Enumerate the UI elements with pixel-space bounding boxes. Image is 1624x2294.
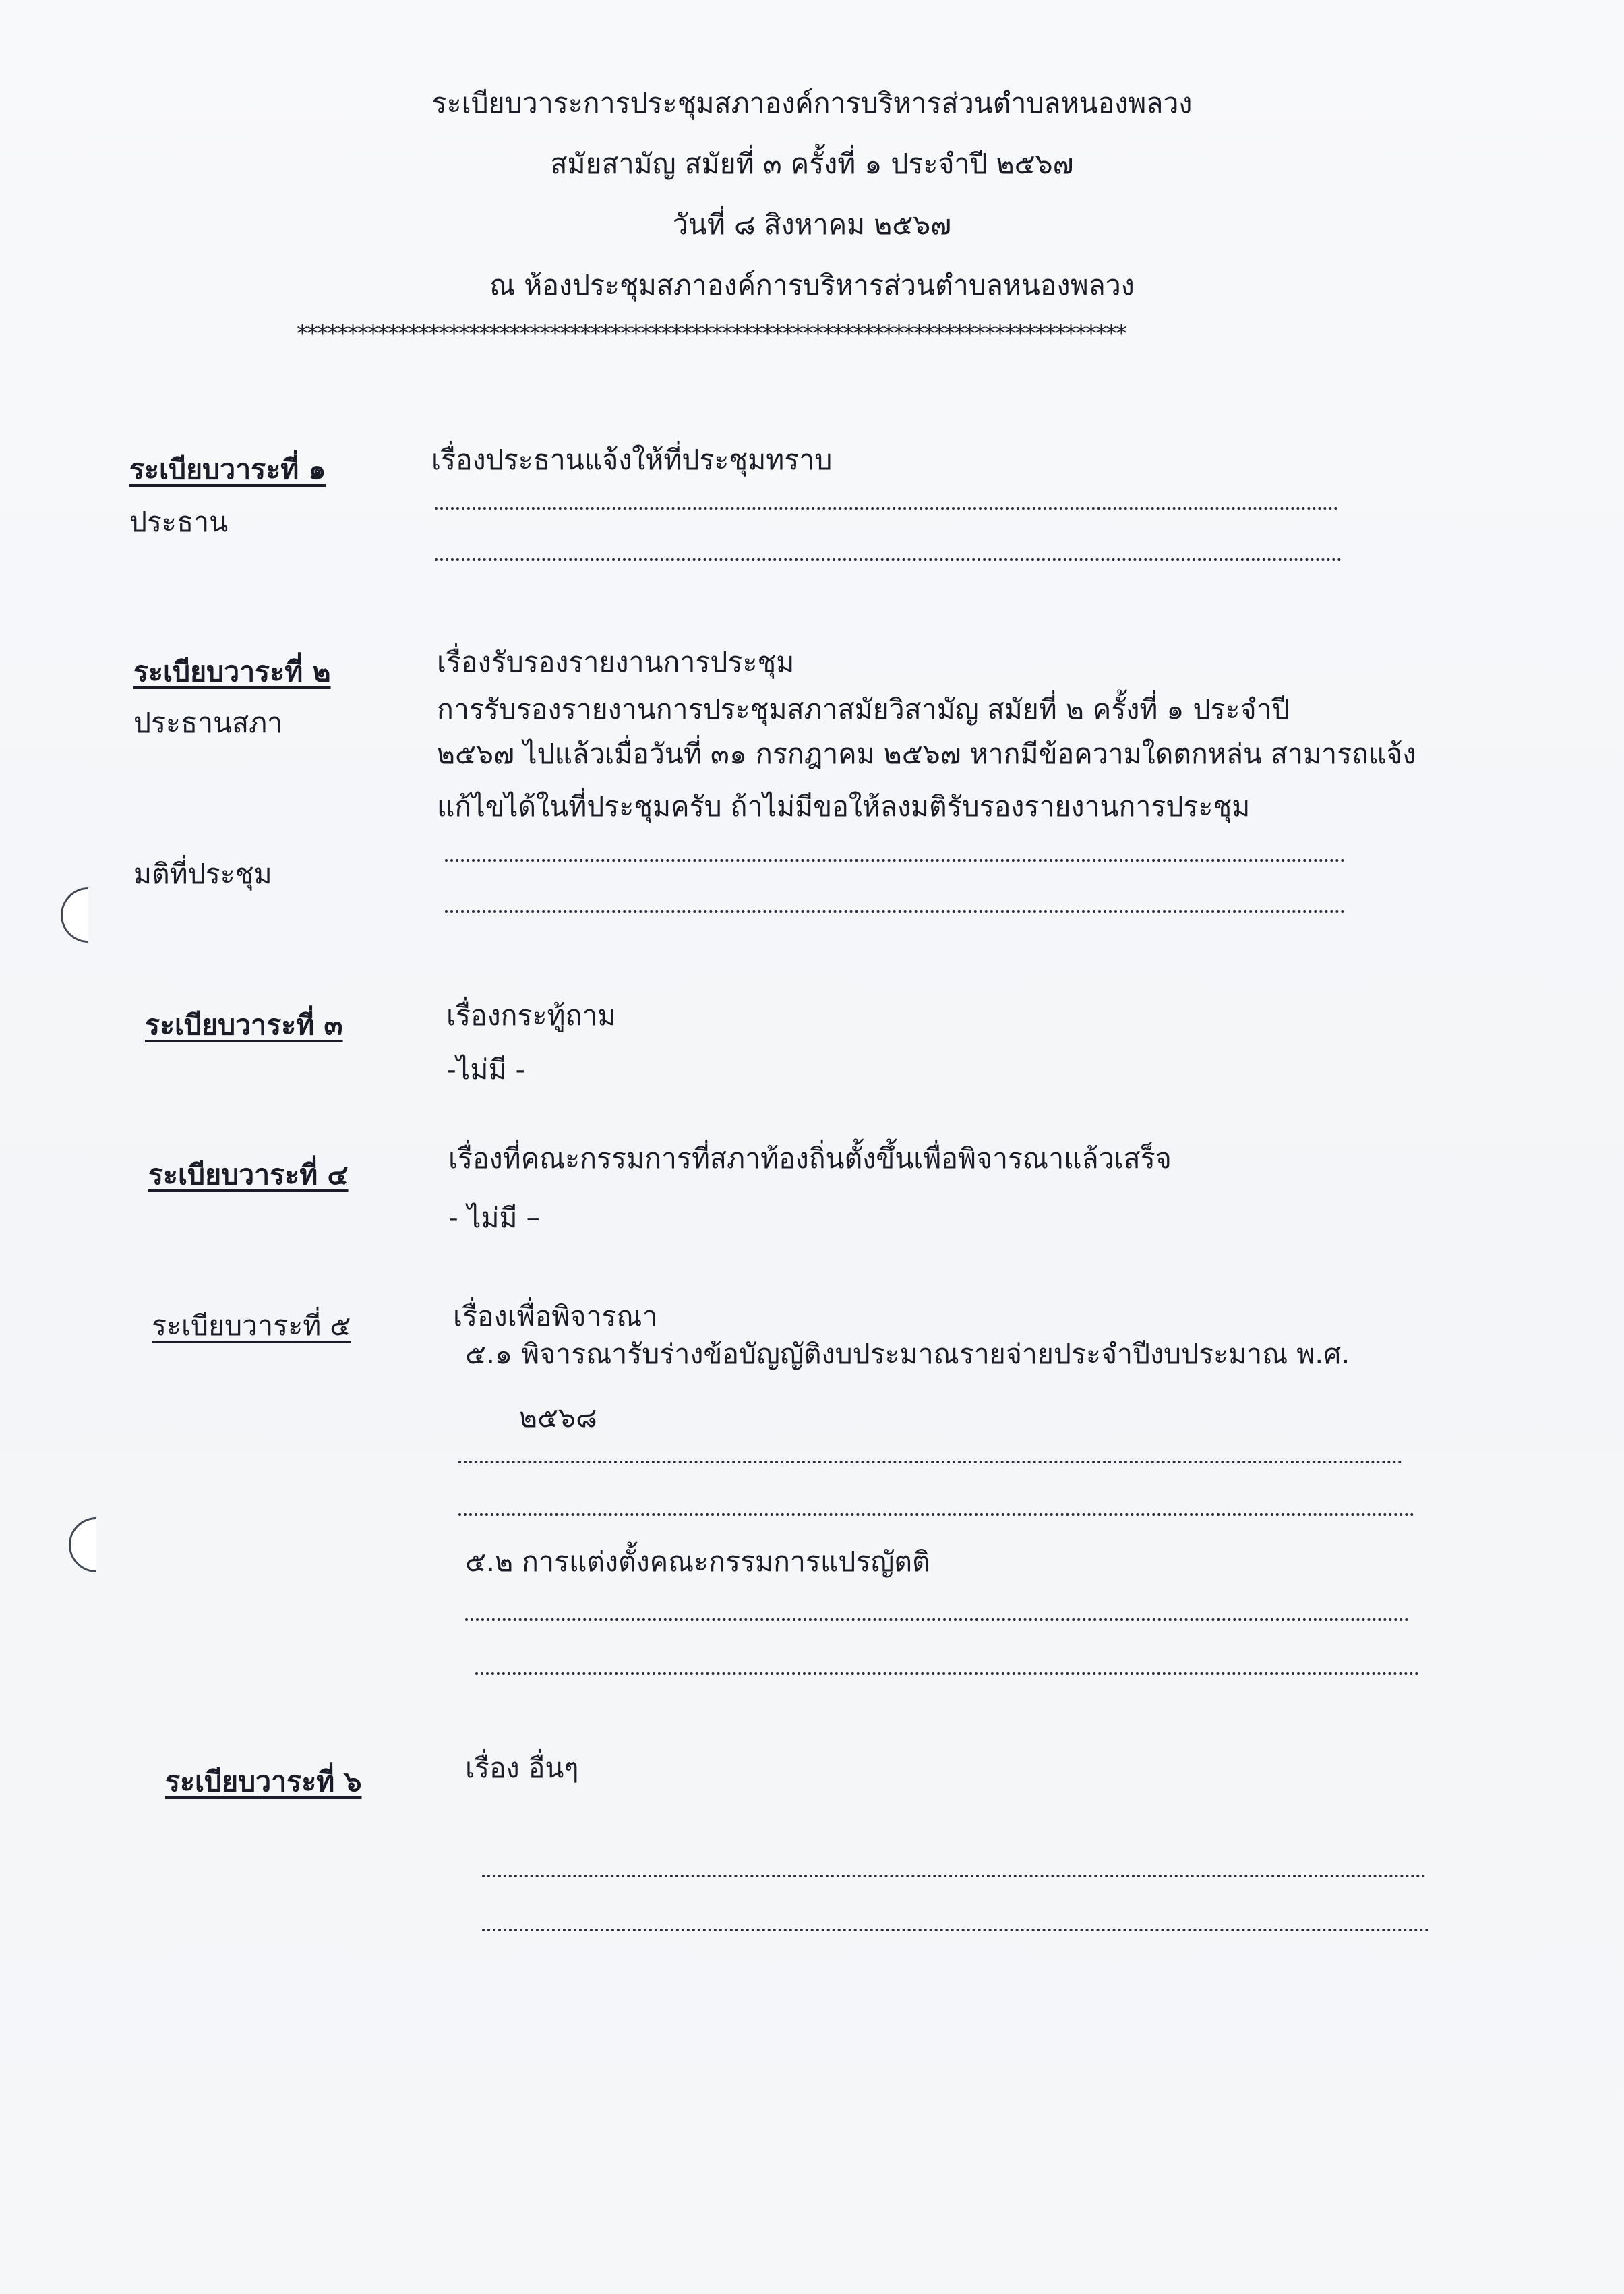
agenda-1-side: ประธาน — [129, 506, 229, 538]
agenda-6-title: เรื่อง อื่นๆ — [465, 1752, 579, 1784]
punch-hole-upper — [61, 887, 116, 943]
punch-hole-lower — [69, 1517, 124, 1572]
header-date: วันที่ ๘ สิงหาคม ๒๕๖๗ — [672, 208, 952, 241]
agenda-2-body-line-1: การรับรองรายงานการประชุมสภาสมัยวิสามัญ สมัยที่ ๒ ครั้งที่ ๑ ประจำปี — [437, 693, 1290, 726]
agenda-2-dotted-line-2 — [445, 908, 1345, 913]
agenda-6-dotted-line-2 — [482, 1926, 1429, 1931]
agenda-2-body-line-3: แก้ไขได้ในที่ประชุมครับ ถ้าไม่มีขอให้ลงมติรับรองรายงานการประชุม — [437, 790, 1251, 823]
header-venue: ณ ห้องประชุมสภาองค์การบริหารส่วนตำบลหนองพลวง — [489, 269, 1135, 301]
agenda-3-title: เรื่องกระทู้ถาม — [446, 999, 616, 1032]
agenda-5-dotted-line-1 — [458, 1458, 1402, 1463]
header-session: สมัยสามัญ สมัยที่ ๓ ครั้งที่ ๑ ประจำปี ๒๕๖๗ — [550, 148, 1074, 180]
agenda-1-dotted-line-1 — [435, 504, 1338, 510]
agenda-6-label: ระเบียบวาระที่ ๖ — [165, 1765, 362, 1798]
agenda-1-dotted-line-2 — [435, 556, 1342, 561]
agenda-4-label: ระเบียบวาระที่ ๔ — [148, 1158, 349, 1191]
agenda-5-label: ระเบียบวาระที่ ๕ — [152, 1310, 351, 1342]
document-header — [0, 73, 1624, 316]
agenda-1-title: เรื่องประธานแจ้งให้ที่ประชุมทราบ — [431, 444, 833, 476]
agenda-5-item-1-year: ๒๕๖๘ — [519, 1401, 597, 1434]
agenda-2-title: เรื่องรับรองรายงานการประชุม — [437, 646, 795, 678]
agenda-2-resolution-label: มติที่ประชุม — [133, 858, 272, 890]
agenda-5-dotted-line-2 — [458, 1510, 1414, 1516]
agenda-5-dotted-line-3 — [465, 1616, 1409, 1621]
agenda-5-item-2: ๕.๒ การแต่งตั้งคณะกรรมการแปรญัตติ — [465, 1546, 930, 1578]
agenda-4-title: เรื่องที่คณะกรรมการที่สภาท้องถิ่นตั้งขึ้นเพื่อพิจารณาแล้วเสร็จ — [448, 1142, 1172, 1175]
agenda-3-label: ระเบียบวาระที่ ๓ — [145, 1009, 343, 1041]
agenda-2-side: ประธานสภา — [133, 707, 283, 739]
separator-stars: ********************************************************************************** — [297, 324, 1126, 344]
agenda-5-dotted-line-4 — [475, 1670, 1419, 1675]
agenda-6-dotted-line-1 — [482, 1872, 1426, 1877]
agenda-1-label: ระเบียบวาระที่ ๑ — [129, 453, 326, 486]
agenda-2-label: ระเบียบวาระที่ ๒ — [133, 655, 331, 688]
agenda-2-body-line-2: ๒๕๖๗ ไปแล้วเมื่อวันที่ ๓๑ กรกฎาคม ๒๕๖๗ หากมีข้อความใดตกหล่น สามารถแจ้ง — [437, 738, 1416, 770]
agenda-2-dotted-line-1 — [445, 856, 1345, 862]
agenda-5-title: เรื่องเพื่อพิจารณา — [453, 1300, 658, 1332]
agenda-4-note: - ไม่มี – — [448, 1202, 541, 1234]
header-title: ระเบียบวาระการประชุมสภาองค์การบริหารส่วนตำบลหนองพลวง — [431, 87, 1193, 119]
agenda-3-note: -ไม่มี - — [446, 1053, 526, 1086]
agenda-5-item-1: ๕.๑ พิจารณารับร่างข้อบัญญัติงบประมาณรายจ่ายประจำปีงบประมาณ พ.ศ. — [465, 1338, 1350, 1370]
